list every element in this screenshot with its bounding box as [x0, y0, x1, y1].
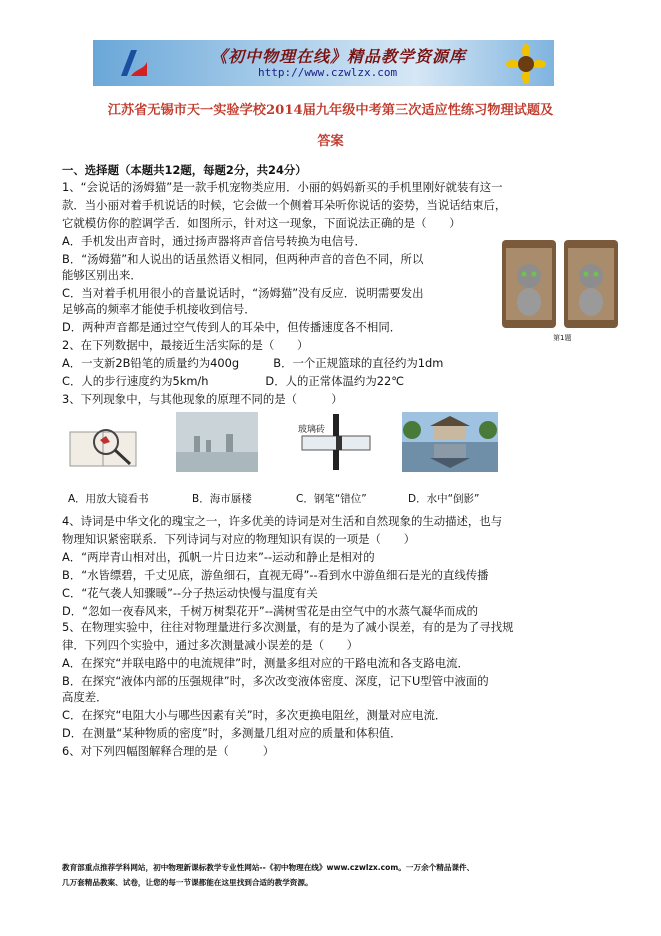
option-line: C．人的步行速度约为5km/h D．人的正常体温约为22℃	[62, 374, 404, 388]
option-line: 能够区别出来．	[62, 268, 142, 282]
talking-tom-phones-image	[502, 240, 618, 328]
question-line: 1、“会说话的汤姆猫”是一款手机宠物类应用．小丽的妈妈新买的手机里刚好就装有这一	[62, 180, 503, 194]
footer-line: 几万套精品教案、试卷，让您的每一节课都能在这里找到合适的教学资源。	[62, 878, 313, 887]
banner-url[interactable]: http://www.czwlzx.com	[258, 66, 398, 79]
option-line: B．“水皆缥碧，千丈见底，游鱼细石，直视无碍”--看到水中游鱼细石是光的直线传播	[62, 568, 489, 582]
site-banner	[93, 40, 554, 86]
magnifier-book-image	[66, 412, 140, 472]
option-caption: A．用放大镜看书	[68, 493, 149, 505]
option-line: B．“汤姆猫”和人说出的话虽然语义相同，但两种声音的音色不同，所以	[62, 252, 424, 266]
option-line: C．“花气袭人知骤暖”--分子热运动快慢与温度有关	[62, 586, 318, 600]
page-title: 江苏省无锡市天一实验学校2014届九年级中考第三次适应性练习物理试题及	[107, 103, 554, 118]
option-line: D．“忽如一夜春风来，千树万树梨花开”--满树雪花是由空气中的水蒸气凝华而成的	[62, 604, 479, 618]
option-line: C．在探究“电阻大小与哪些因素有关”时，多次更换电阻丝，测量对应电流．	[62, 708, 447, 722]
section-heading: 一、选择题（本题共12题，每题2分，共24分）	[62, 163, 307, 177]
option-line: 高度差．	[62, 690, 108, 704]
option-line: B．在探究“液体内部的压强规律”时，多次改变液体密度、深度，记下U型管中液面的	[62, 674, 489, 688]
option-line: 足够高的频率才能使手机接收到信号．	[62, 302, 256, 316]
option-line: A．手机发出声音时，通过扬声器将声音信号转换为电信号．	[62, 234, 366, 248]
option-line: D．两种声音都是通过空气传到人的耳朵中，但传播速度各不相同．	[62, 320, 402, 334]
question-line: 款．当小丽对着手机说话的时候，它会做一个侧着耳朵听你说话的姿势，当说话结束后，	[62, 198, 507, 212]
question-line: 2、在下列数据中，最接近生活实际的是（ ）	[62, 338, 309, 352]
question-3-images	[62, 412, 602, 474]
option-line: A．一支新2B铅笔的质量约为400g B．一个正规篮球的直径约为1dm	[62, 356, 444, 370]
banner-title: 《初中物理在线》精品教学资源库	[211, 47, 467, 66]
question-line: 5、在物理实验中，往往对物理量进行多次测量，有的是为了减小误差，有的是为了寻找规	[62, 620, 514, 634]
mirage-image	[176, 412, 258, 472]
option-caption: B．海市蜃楼	[192, 493, 252, 505]
option-line: C．当对着手机用很小的音量说话时，“汤姆猫”没有反应．说明需要发出	[62, 286, 424, 300]
pavilion-reflection-image	[402, 412, 498, 472]
site-logo-icon	[117, 46, 151, 80]
option-line: A．“两岸青山相对出，孤帆一片日边来”--运动和静止是相对的	[62, 550, 375, 564]
question-line: 它就模仿你的腔调学舌．如图所示，针对这一现象，下面说法正确的是（ ）	[62, 216, 461, 230]
figure-caption: 第1题	[553, 334, 572, 342]
sunflower-icon	[506, 44, 546, 84]
question-line: 律．下列四个实验中，通过多次测量减小误差的是（ ）	[62, 638, 359, 652]
glass-brick-label: 玻璃砖	[298, 425, 326, 435]
question-line: 物理知识紧密联系．下列诗词与对应的物理知识有误的一项是（ ）	[62, 532, 416, 546]
page-title-continued: 答案	[317, 134, 344, 149]
option-line: A．在探究“并联电路中的电流规律”时，测量多组对应的干路电流和各支路电流．	[62, 656, 469, 670]
pen-glass-brick-image	[296, 412, 376, 472]
question-line: 3、下列现象中，与其他现象的原理不同的是（ ）	[62, 392, 343, 406]
option-caption: C．钢笔“错位”	[296, 493, 367, 505]
question-line: 4、诗词是中华文化的瑰宝之一，许多优美的诗词是对生活和自然现象的生动描述，也与	[62, 514, 503, 528]
option-line: D．在测量“某种物质的密度”时，多测量几组对应的质量和体积值．	[62, 726, 402, 740]
question-line: 6、对下列四幅图解释合理的是（ ）	[62, 744, 275, 758]
footer-line: 教育部重点推荐学科网站，初中物理新课标教学专业性网站--《初中物理在线》www.czwlzx.com。一万余个精品课件、	[62, 863, 475, 872]
option-caption: D．水中“倒影”	[408, 493, 480, 505]
